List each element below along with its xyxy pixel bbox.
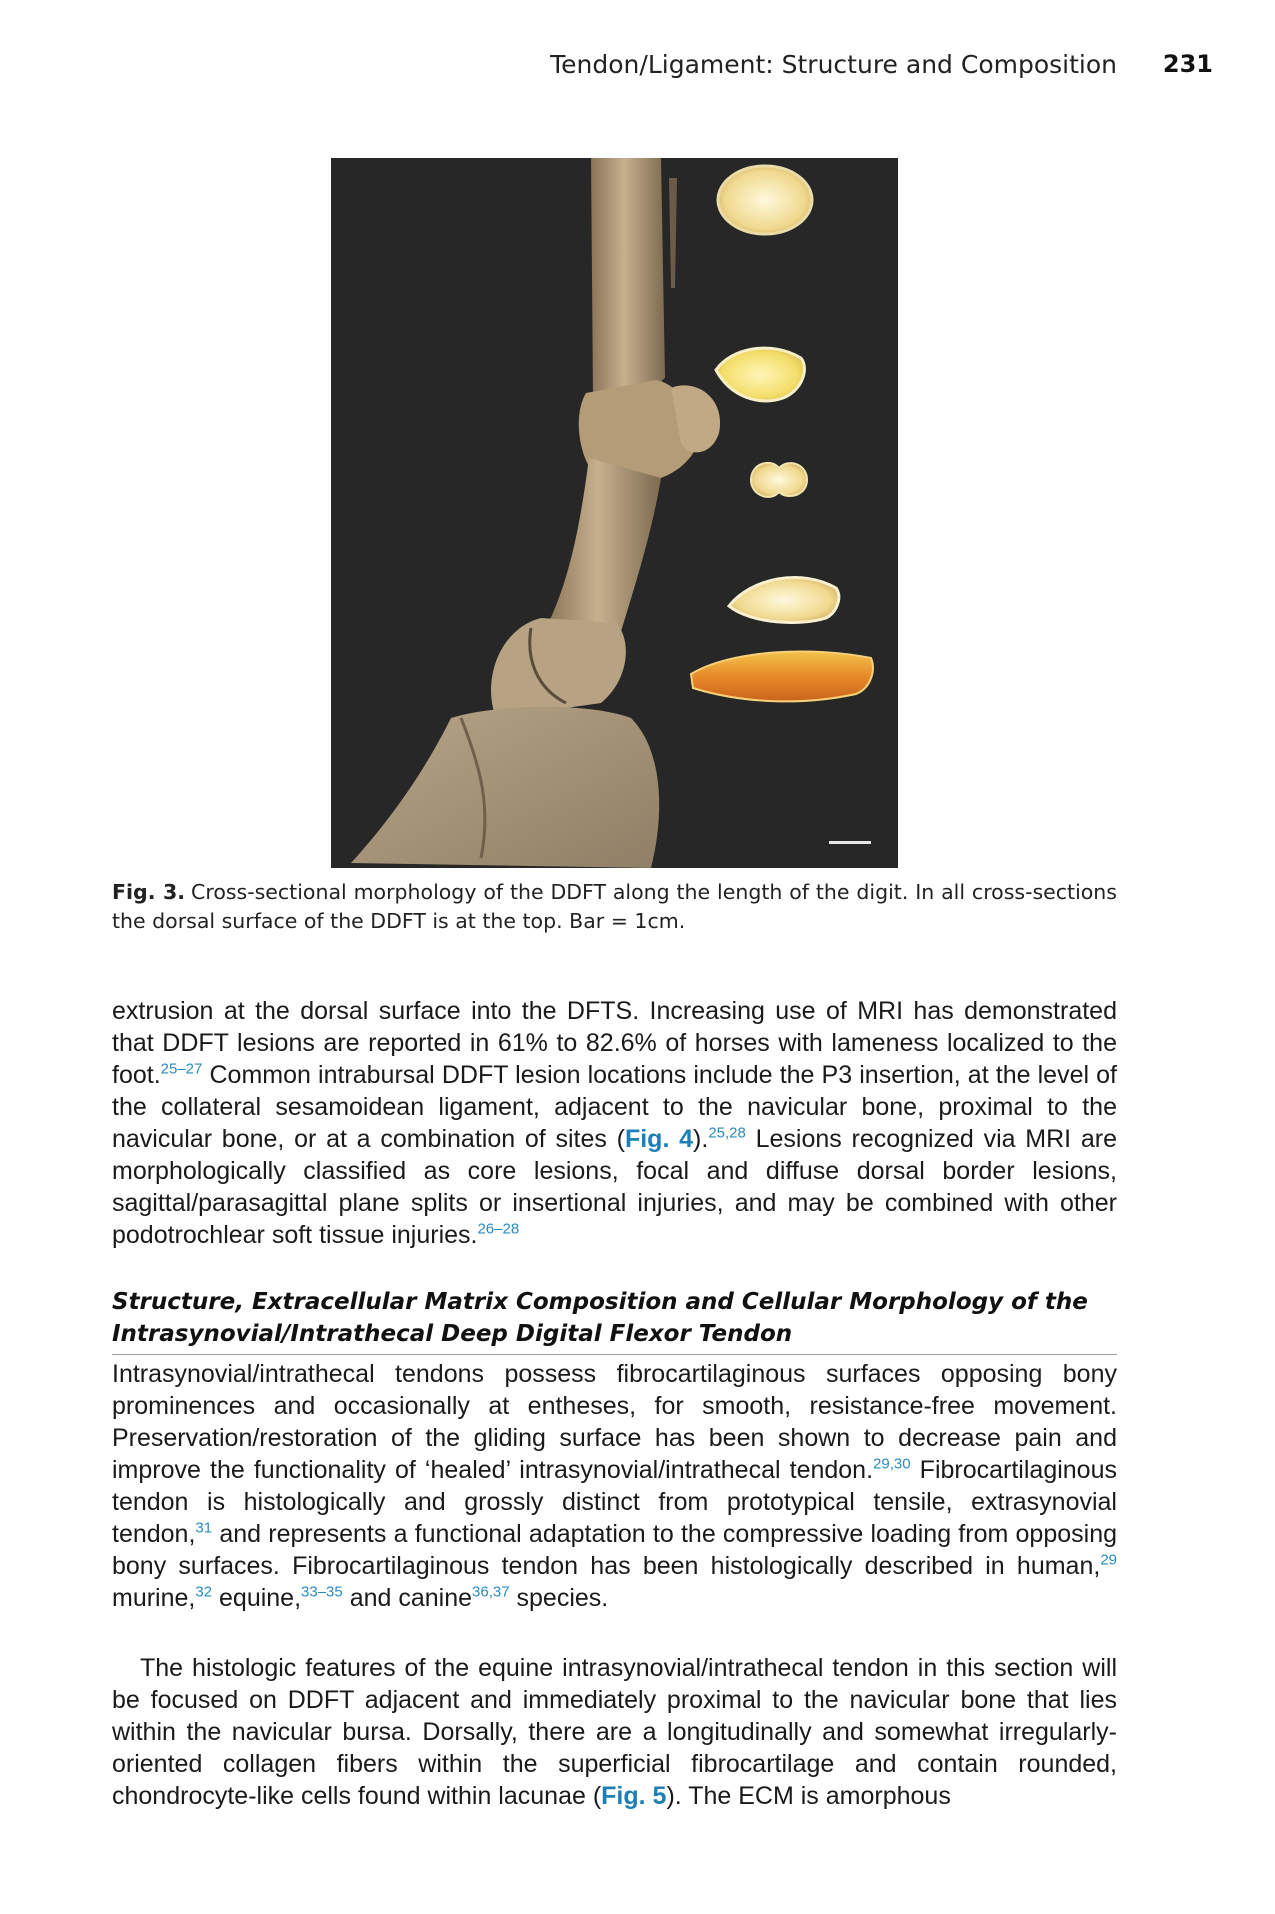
paragraph-mri-lesions xyxy=(112,995,1117,1251)
figure-caption xyxy=(112,878,1117,936)
caption-label: Fig. 3. xyxy=(112,880,186,904)
citation-ref[interactable]: 29 xyxy=(1100,1551,1117,1569)
figure-4-link[interactable]: Fig. 4 xyxy=(624,1125,694,1153)
paragraph-text: murine, xyxy=(112,1584,196,1612)
paragraph-text: extrusion at the dorsal surface into the DFTS. Increasing use of MRI has demonstrated that DDFT lesions are reported in 61% to 82.6% of horses with lameness localized to the foot. xyxy=(112,997,1117,1089)
citation-ref[interactable]: 33–35 xyxy=(301,1583,343,1601)
cross-section-3 xyxy=(751,463,807,497)
paragraph-text: and canine xyxy=(342,1584,473,1612)
paragraph-text: Lesions recognized via MRI are morphologically classified as core lesions, focal and diffuse dorsal border lesions, sagittal/parasagittal plane splits or insertional injuries, and may be combined with other podotrochlear soft tissue injuries. xyxy=(112,1125,1117,1249)
citation-ref[interactable]: 36,37 xyxy=(472,1583,510,1601)
paragraph-text: Fibrocartilaginous tendon is histologically and grossly distinct from prototypical tensile, extrasynovial tendon, xyxy=(112,1456,1117,1548)
citation-ref[interactable]: 32 xyxy=(195,1583,213,1601)
paragraph-text: Intrasynovial/intrathecal tendons possess fibrocartilaginous surfaces opposing bony prominences and occasionally at entheses, for smooth, resistance-free movement. Preservation/restoration of the gliding surface has been shown to decrease pain and improve the functionality of ‘healed’ intrasynovial/intrathecal tendon. xyxy=(112,1360,1117,1484)
citation-ref[interactable]: 25,28 xyxy=(708,1124,746,1142)
citation-ref[interactable]: 29,30 xyxy=(873,1455,911,1473)
citation-ref[interactable]: 25–27 xyxy=(160,1060,203,1078)
citation-ref[interactable]: 26–28 xyxy=(477,1220,520,1238)
paragraph-text: and represents a functional adaptation to the compressive loading from opposing bony surfaces. Fibrocartilaginous tendon has been histologically described in human, xyxy=(112,1520,1117,1580)
section-heading: Structure, Extracellular Matrix Composition and Cellular Morphology of the Intrasynovial/Intrathecal Deep Digital Flexor Tendon xyxy=(112,1289,1088,1347)
paragraph-fibrocartilage xyxy=(112,1358,1117,1614)
citation-ref[interactable]: 31 xyxy=(195,1519,213,1537)
equine-digit-dissection-image xyxy=(331,158,898,868)
paragraph-text: species. xyxy=(509,1584,609,1612)
cross-section-1 xyxy=(718,166,812,234)
figure-5-link[interactable]: Fig. 5 xyxy=(601,1782,667,1810)
caption-text: Cross-sectional morphology of the DDFT along the length of the digit. In all cross-sections the dorsal surface of the DDFT is at the top. Bar = 1cm. xyxy=(112,880,1117,933)
paragraph-text: Common intrabursal DDFT lesion locations include the P3 insertion, at the level of the collateral sesamoidean ligament, adjacent to the navicular bone, proximal to the navicular bone, or at a combination of sites ( xyxy=(112,1061,1117,1153)
figure-3-photo xyxy=(331,158,898,868)
paragraph-text: equine, xyxy=(212,1584,302,1612)
paragraph-histology xyxy=(112,1652,1117,1812)
page-number: 231 xyxy=(1162,50,1213,78)
scale-bar xyxy=(829,841,871,844)
paragraph-text: The histologic features of the equine intrasynovial/intrathecal tendon in this section will be focused on DDFT adjacent and immediately proximal to the navicular bone that lies within the navicular bursa. Dorsally, there are a longitudinally and somewhat irregularly-oriented collagen fibers within the superficial fibrocartilage and contain rounded, chondrocyte-like cells found within lacunae ( xyxy=(112,1654,1117,1810)
paragraph-text: ). xyxy=(693,1125,709,1153)
running-title: Tendon/Ligament: Structure and Composition xyxy=(550,50,1117,79)
paragraph-text: ). The ECM is amorphous xyxy=(666,1782,951,1810)
running-head xyxy=(0,50,1275,86)
heading-divider xyxy=(112,1354,1117,1355)
